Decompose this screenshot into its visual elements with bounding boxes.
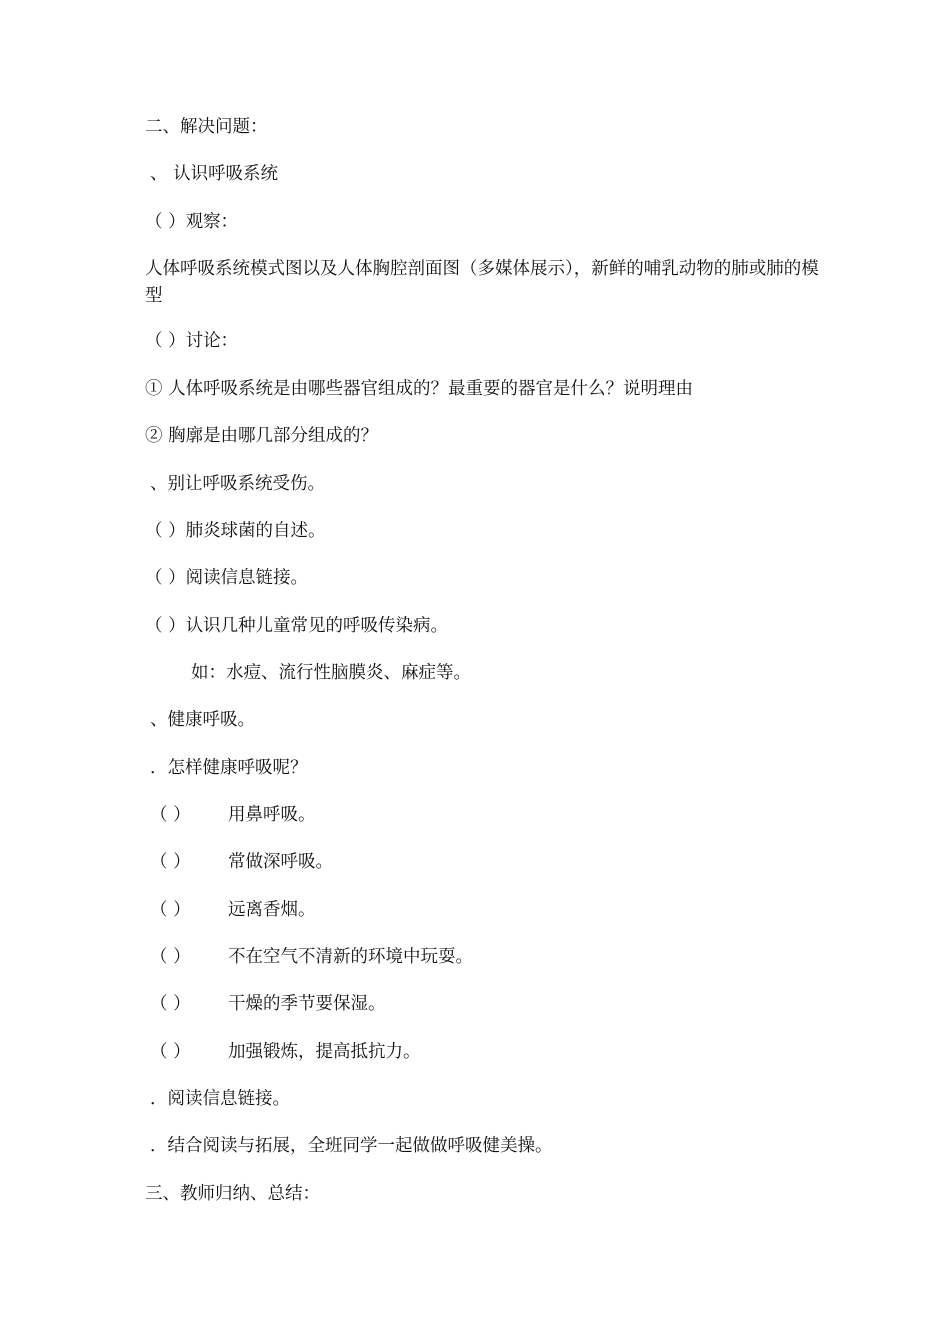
list-item-text: 远离香烟。 <box>228 900 316 920</box>
question-2: ② 胸廓是由哪几部分组成的？ <box>145 426 379 446</box>
list-marker: （ ） <box>150 852 191 872</box>
list-item-avoid-smoke <box>150 897 830 923</box>
list-marker: （ ） <box>150 805 191 825</box>
list-item-text: 用鼻呼吸。 <box>228 805 316 825</box>
section-heading-solve-problems: 二、解决问题： <box>145 117 268 137</box>
item-respiratory-infections: （ ）认识几种儿童常见的呼吸传染病。 <box>145 616 449 636</box>
list-item-exercise <box>150 1039 830 1065</box>
example-diseases: 如：水痘、流行性脑膜炎、麻症等。 <box>191 663 471 683</box>
list-item-moisture <box>150 991 830 1017</box>
item-observe: （ ）观察： <box>145 212 239 232</box>
item-pneumococcus: （ ）肺炎球菌的自述。 <box>145 521 326 541</box>
list-item-text: 加强锻炼，提高抵抗力。 <box>228 1042 421 1062</box>
list-item-nose-breathing <box>150 802 830 828</box>
paragraph-observation-materials: 人体呼吸系统模式图以及人体胸腔剖面图（多媒体展示），新鲜的哺乳动物的肺或肺的模型 <box>145 259 819 306</box>
section-heading-teacher-summary: 三、教师归纳、总结： <box>145 1184 320 1204</box>
list-item-text: 常做深呼吸。 <box>228 852 333 872</box>
question-1: ① 人体呼吸系统是由哪些器官组成的？最重要的器官是什么？说明理由 <box>145 379 694 399</box>
list-marker: （ ） <box>150 947 191 967</box>
list-item-text: 干燥的季节要保湿。 <box>228 994 386 1014</box>
list-item-clean-air <box>150 944 830 970</box>
list-item-text: 不在空气不清新的环境中玩耍。 <box>228 947 473 967</box>
subsection-protect-respiratory-system: 、别让呼吸系统受伤。 <box>150 474 325 494</box>
list-marker: （ ） <box>150 900 191 920</box>
item-how-to-breathe: ．怎样健康呼吸呢？ <box>150 758 308 778</box>
list-marker: （ ） <box>150 1042 191 1062</box>
item-breathing-exercise: ．结合阅读与拓展，全班同学一起做做呼吸健美操。 <box>150 1136 553 1156</box>
list-item-deep-breathing <box>150 849 830 875</box>
item-read-info-link-2: ．阅读信息链接。 <box>150 1089 290 1109</box>
item-read-info-link: （ ）阅读信息链接。 <box>145 568 309 588</box>
subsection-know-respiratory-system: 、 认识呼吸系统 <box>150 164 279 184</box>
item-discuss: （ ）讨论： <box>145 331 239 351</box>
subsection-healthy-breathing: 、健康呼吸。 <box>150 710 255 730</box>
list-marker: （ ） <box>150 994 191 1014</box>
